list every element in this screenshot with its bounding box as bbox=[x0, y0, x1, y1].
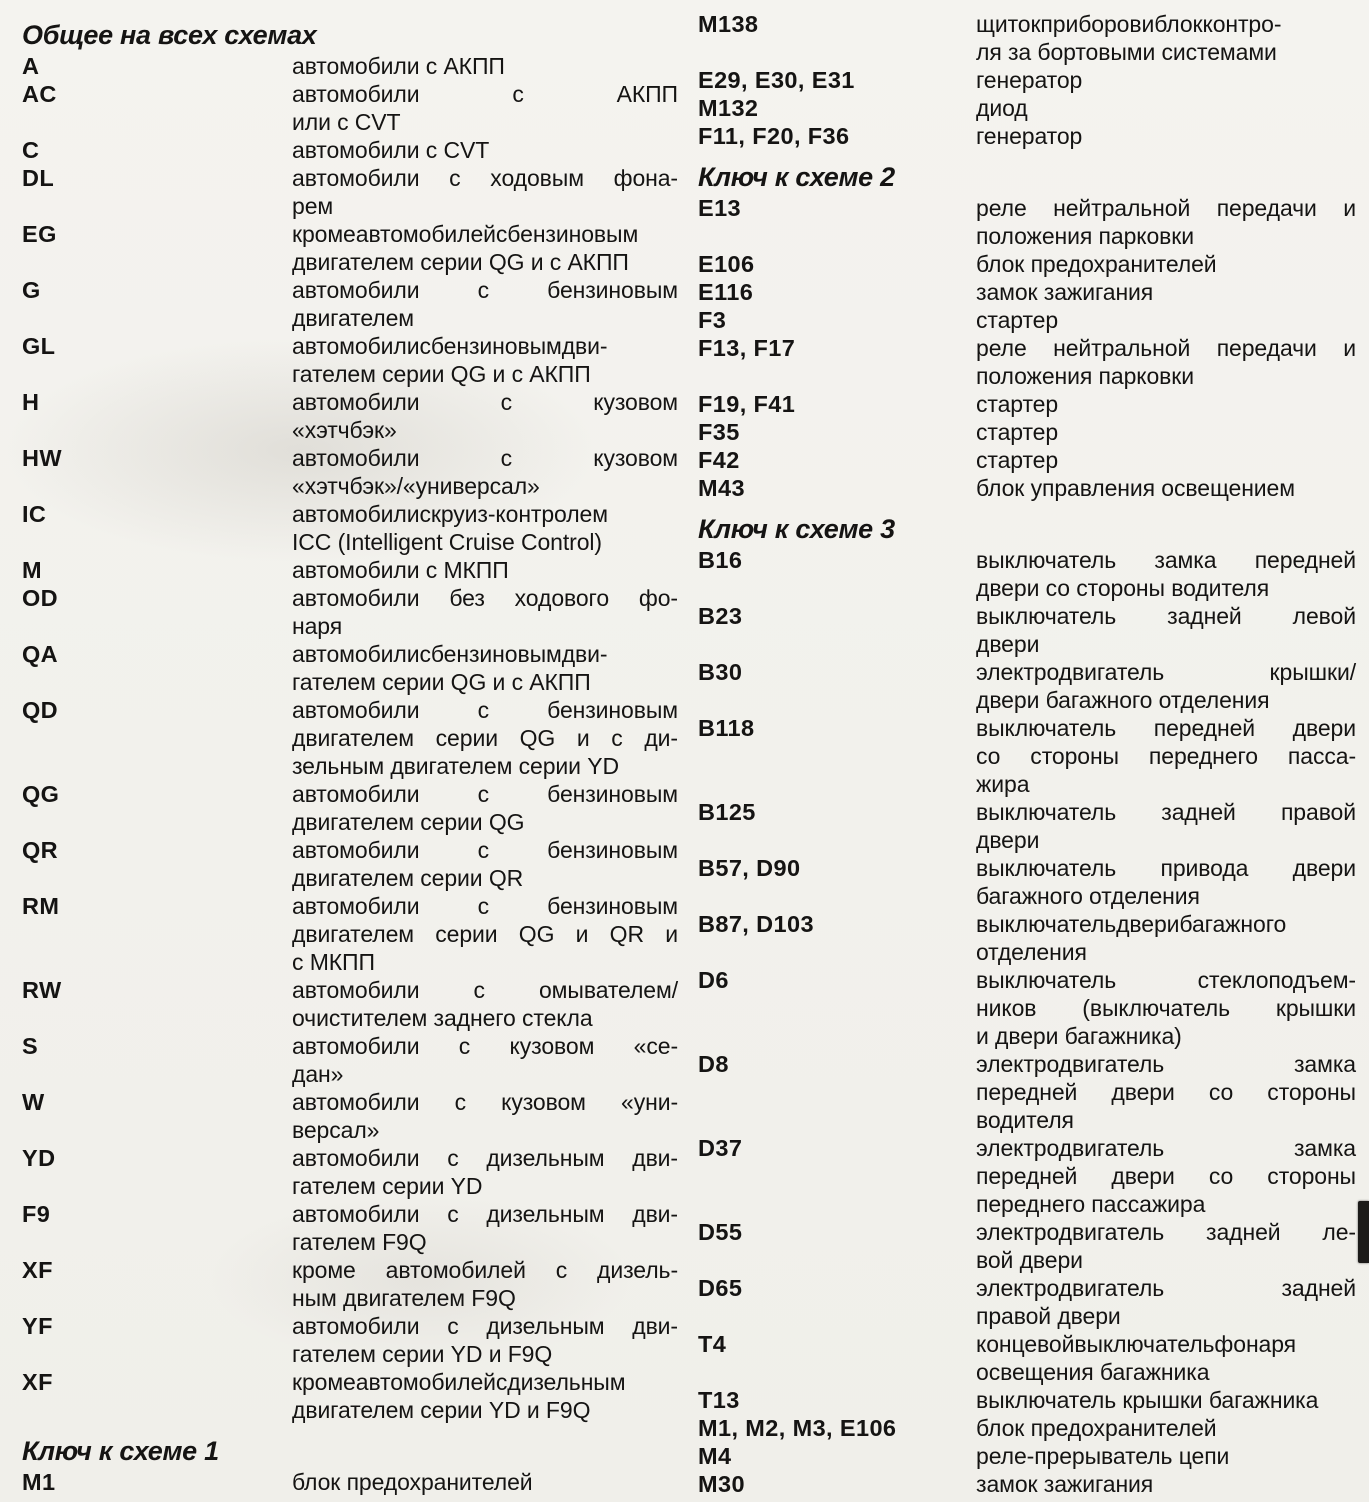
entry-description bbox=[292, 836, 678, 892]
legend-entry bbox=[22, 892, 678, 976]
description-line: двери bbox=[976, 631, 1040, 657]
description-line: положения парковки bbox=[976, 363, 1195, 389]
description-line: реле нейтральной передачи и bbox=[976, 195, 1356, 221]
description-line: двери со стороны водителя bbox=[976, 575, 1270, 601]
entry-description bbox=[976, 194, 1356, 250]
legend-entry bbox=[698, 66, 1356, 94]
entry-code: YF bbox=[22, 1313, 53, 1339]
entry-description bbox=[976, 1330, 1356, 1386]
description-line: выключатель крышки багажника bbox=[976, 1387, 1319, 1413]
description-line: двери bbox=[976, 827, 1040, 853]
entry-code: G bbox=[22, 277, 41, 303]
description-line: реле нейтральной передачи и bbox=[976, 335, 1356, 361]
section-heading: Ключ к схеме 2 bbox=[698, 162, 895, 192]
entry-code: YD bbox=[22, 1145, 56, 1171]
description-line: двигателем серии QR bbox=[292, 865, 524, 891]
legend-entry bbox=[22, 52, 678, 80]
description-line: положения парковки bbox=[976, 223, 1195, 249]
entry-description bbox=[976, 1134, 1356, 1218]
entry-description bbox=[292, 1088, 678, 1144]
entry-code: QG bbox=[22, 781, 60, 807]
legend-entry bbox=[22, 976, 678, 1032]
entry-description bbox=[292, 584, 678, 640]
entry-code: GL bbox=[22, 333, 56, 359]
legend-column-right bbox=[698, 0, 1356, 1498]
entry-code: F9 bbox=[22, 1201, 51, 1227]
entry-code: M132 bbox=[698, 95, 759, 121]
description-line: передней двери со стороны bbox=[976, 1163, 1356, 1189]
legend-entry bbox=[698, 1218, 1356, 1274]
entry-code: XF bbox=[22, 1369, 53, 1395]
entry-description bbox=[976, 798, 1356, 854]
entry-description bbox=[976, 546, 1356, 602]
description-line: двигателем серии YD и F9Q bbox=[292, 1397, 591, 1423]
description-line: автомобили с бензиновым bbox=[292, 697, 678, 723]
description-line: гателем серии QG и с АКПП bbox=[292, 361, 591, 387]
section-heading: Ключ к схеме 1 bbox=[22, 1436, 219, 1466]
description-line: автомобили с бензиновым bbox=[292, 893, 678, 919]
entry-code: M43 bbox=[698, 475, 745, 501]
description-line: стартер bbox=[976, 419, 1059, 445]
entry-code: M1 bbox=[22, 1469, 56, 1495]
description-line: выключатель задней правой bbox=[976, 799, 1356, 825]
description-line: водителя bbox=[976, 1107, 1074, 1133]
description-line: автомобили с АКПП bbox=[292, 53, 505, 79]
legend-entry bbox=[22, 1144, 678, 1200]
description-line: автомобили с МКПП bbox=[292, 557, 509, 583]
entry-description bbox=[976, 306, 1356, 334]
entry-code: W bbox=[22, 1089, 45, 1115]
description-line: автомобили с дизельным дви- bbox=[292, 1313, 678, 1339]
description-line: с МКПП bbox=[292, 949, 375, 975]
entry-description bbox=[976, 10, 1356, 66]
description-line: реле-прерыватель цепи bbox=[976, 1443, 1230, 1469]
entry-code: F13, F17 bbox=[698, 335, 796, 361]
legend-entry bbox=[698, 306, 1356, 334]
description-line: выключатель привода двери bbox=[976, 855, 1356, 881]
description-line: наря bbox=[292, 613, 343, 639]
entry-description bbox=[292, 1468, 678, 1496]
entry-description bbox=[976, 1386, 1356, 1414]
description-line: автомобили с бензиновым bbox=[292, 277, 678, 303]
description-line: двигателем серии QG и с ди- bbox=[292, 725, 678, 751]
legend-entry bbox=[698, 854, 1356, 910]
entry-code: M4 bbox=[698, 1443, 732, 1469]
entry-description bbox=[292, 388, 678, 444]
description-line: кромеавтомобилейсбензиновым bbox=[292, 221, 639, 247]
description-line: автомобили с кузовом bbox=[292, 445, 678, 471]
legend-entry bbox=[22, 136, 678, 164]
section-heading: Ключ к схеме 3 bbox=[698, 514, 895, 544]
description-line: автомобили с бензиновым bbox=[292, 837, 678, 863]
description-line: стартер bbox=[976, 447, 1059, 473]
entry-code: F35 bbox=[698, 419, 740, 445]
entry-code: B87, D103 bbox=[698, 911, 814, 937]
legend-entry bbox=[698, 546, 1356, 602]
description-line: выключатель стеклоподъем- bbox=[976, 967, 1356, 993]
legend-entry bbox=[698, 446, 1356, 474]
legend-entry bbox=[698, 1050, 1356, 1134]
entry-description bbox=[292, 332, 678, 388]
legend-entry bbox=[22, 80, 678, 136]
entry-description bbox=[976, 1470, 1356, 1498]
entry-code: M bbox=[22, 557, 42, 583]
legend-entry bbox=[698, 474, 1356, 502]
entry-description bbox=[976, 66, 1356, 94]
entry-description bbox=[976, 418, 1356, 446]
description-line: рем bbox=[292, 193, 334, 219]
entry-description bbox=[292, 444, 678, 500]
description-line: автомобили с омывателем/ bbox=[292, 977, 678, 1003]
description-line: отделения bbox=[976, 939, 1087, 965]
entry-description bbox=[976, 474, 1356, 502]
description-line: выключатель замка передней bbox=[976, 547, 1356, 573]
description-line: блок управления освещением bbox=[976, 475, 1295, 501]
entry-description bbox=[976, 1442, 1356, 1470]
legend-entry bbox=[698, 94, 1356, 122]
entry-description bbox=[976, 1050, 1356, 1134]
entry-code: C bbox=[22, 137, 40, 163]
description-line: автомобили с АКПП bbox=[292, 81, 678, 107]
description-line: «хэтчбэк» bbox=[292, 417, 397, 443]
entry-code: T13 bbox=[698, 1387, 740, 1413]
entry-description bbox=[976, 94, 1356, 122]
legend-entry bbox=[22, 388, 678, 444]
entry-description bbox=[976, 1218, 1356, 1274]
legend-entry bbox=[698, 658, 1356, 714]
description-line: щитокприборовиблокконтро- bbox=[976, 11, 1282, 37]
entry-code: B118 bbox=[698, 715, 755, 741]
entry-description bbox=[976, 910, 1356, 966]
entry-description bbox=[292, 976, 678, 1032]
legend-entry bbox=[22, 584, 678, 640]
description-line: багажного отделения bbox=[976, 883, 1200, 909]
legend-entry bbox=[22, 1368, 678, 1424]
entry-description bbox=[292, 640, 678, 696]
legend-entry bbox=[22, 1200, 678, 1256]
description-line: блок предохранителей bbox=[292, 1469, 533, 1495]
description-line: автомобилискруиз-контролем bbox=[292, 501, 608, 527]
legend-entry bbox=[698, 1414, 1356, 1442]
description-line: очистителем заднего стекла bbox=[292, 1005, 593, 1031]
entry-code: QA bbox=[22, 641, 59, 667]
legend-entry bbox=[22, 276, 678, 332]
legend-entry bbox=[698, 250, 1356, 278]
description-line: выключатель задней левой bbox=[976, 603, 1356, 629]
description-line: электродвигатель замка bbox=[976, 1051, 1356, 1077]
entry-description bbox=[292, 80, 678, 136]
description-line: электродвигатель крышки/ bbox=[976, 659, 1356, 685]
entry-description bbox=[292, 500, 678, 556]
entry-code: B125 bbox=[698, 799, 756, 825]
description-line: стартер bbox=[976, 307, 1059, 333]
description-line: автомобили с кузовом «се- bbox=[292, 1033, 678, 1059]
description-line: выключатель передней двери bbox=[976, 715, 1356, 741]
entry-code: XF bbox=[22, 1257, 53, 1283]
description-line: гателем серии YD bbox=[292, 1173, 483, 1199]
entry-description bbox=[976, 602, 1356, 658]
description-line: автомобили с CVT bbox=[292, 137, 490, 163]
legend-entry bbox=[698, 278, 1356, 306]
description-line: стартер bbox=[976, 391, 1059, 417]
legend-entry bbox=[698, 1470, 1356, 1498]
entry-code: E13 bbox=[698, 195, 742, 221]
description-line: дан» bbox=[292, 1061, 344, 1087]
legend-entry bbox=[698, 334, 1356, 390]
description-line: электродвигатель замка bbox=[976, 1135, 1356, 1161]
entry-description bbox=[976, 278, 1356, 306]
legend-entry bbox=[22, 164, 678, 220]
legend-entry bbox=[22, 332, 678, 388]
entry-code: A bbox=[22, 53, 40, 79]
entry-code: EG bbox=[22, 221, 57, 247]
entry-description bbox=[292, 1200, 678, 1256]
description-line: переднего пассажира bbox=[976, 1191, 1206, 1217]
entry-code: M1, M2, M3, E106 bbox=[698, 1415, 897, 1441]
description-line: кромеавтомобилейсдизельным bbox=[292, 1369, 626, 1395]
description-line: версал» bbox=[292, 1117, 380, 1143]
entry-description bbox=[292, 220, 678, 276]
entry-code: T4 bbox=[698, 1331, 727, 1357]
entry-code: QD bbox=[22, 697, 59, 723]
legend-entry bbox=[22, 1312, 678, 1368]
legend-entry bbox=[698, 1134, 1356, 1218]
entry-code: HW bbox=[22, 445, 62, 471]
legend-entry bbox=[22, 1032, 678, 1088]
legend-entry bbox=[698, 418, 1356, 446]
entry-description bbox=[976, 854, 1356, 910]
legend-entry bbox=[698, 10, 1356, 66]
entry-description bbox=[976, 658, 1356, 714]
legend-entry bbox=[698, 1442, 1356, 1470]
legend-entry bbox=[22, 1256, 678, 1312]
entry-description bbox=[976, 250, 1356, 278]
entry-description bbox=[976, 966, 1356, 1050]
entry-code: M30 bbox=[698, 1471, 745, 1497]
entry-code: D37 bbox=[698, 1135, 743, 1161]
description-line: гателем серии YD и F9Q bbox=[292, 1341, 553, 1367]
description-line: автомобили с кузовом bbox=[292, 389, 678, 415]
description-line: диод bbox=[976, 95, 1028, 121]
entry-description bbox=[976, 446, 1356, 474]
entry-code: D6 bbox=[698, 967, 729, 993]
entry-description bbox=[292, 1368, 678, 1424]
description-line: блок предохранителей bbox=[976, 251, 1217, 277]
entry-description bbox=[976, 714, 1356, 798]
section-heading: Общее на всех схемах bbox=[22, 20, 317, 50]
legend-entry bbox=[22, 1088, 678, 1144]
entry-description bbox=[976, 1414, 1356, 1442]
legend-entry bbox=[22, 640, 678, 696]
entry-code: H bbox=[22, 389, 40, 415]
description-line: концевойвыключательфонаря bbox=[976, 1331, 1297, 1357]
entry-code: E116 bbox=[698, 279, 754, 305]
description-line: или с CVT bbox=[292, 109, 401, 135]
description-line: двигателем bbox=[292, 305, 414, 331]
legend-entry bbox=[698, 714, 1356, 798]
entry-description bbox=[292, 1312, 678, 1368]
description-line: правой двери bbox=[976, 1303, 1121, 1329]
entry-description bbox=[292, 276, 678, 332]
entry-code: F42 bbox=[698, 447, 740, 473]
entry-code: F19, F41 bbox=[698, 391, 796, 417]
entry-code: IC bbox=[22, 501, 47, 527]
legend-entry bbox=[22, 220, 678, 276]
entry-description bbox=[292, 1144, 678, 1200]
entry-description bbox=[292, 52, 678, 80]
description-line: вой двери bbox=[976, 1247, 1083, 1273]
entry-code: E29, E30, E31 bbox=[698, 67, 855, 93]
entry-description bbox=[292, 1032, 678, 1088]
legend-entry bbox=[22, 836, 678, 892]
legend-entry bbox=[698, 602, 1356, 658]
description-line: двигателем серии QG и с АКПП bbox=[292, 249, 629, 275]
entry-code: E106 bbox=[698, 251, 755, 277]
entry-description bbox=[292, 696, 678, 780]
entry-description bbox=[976, 334, 1356, 390]
description-line: замок зажигания bbox=[976, 279, 1154, 305]
description-line: жира bbox=[976, 771, 1030, 797]
entry-code: D8 bbox=[698, 1051, 729, 1077]
description-line: и двери багажника) bbox=[976, 1023, 1182, 1049]
description-line: автомобили с ходовым фона- bbox=[292, 165, 678, 191]
legend-entry bbox=[698, 194, 1356, 250]
entry-code: RW bbox=[22, 977, 62, 1003]
entry-description bbox=[976, 122, 1356, 150]
legend-entry bbox=[698, 798, 1356, 854]
description-line: «хэтчбэк»/«универсал» bbox=[292, 473, 540, 499]
description-line: передней двери со стороны bbox=[976, 1079, 1356, 1105]
description-line: автомобили с дизельным дви- bbox=[292, 1201, 678, 1227]
description-line: автомобили с бензиновым bbox=[292, 781, 678, 807]
legend-column-left bbox=[22, 0, 678, 1496]
entry-code: OD bbox=[22, 585, 59, 611]
page-edge-mark bbox=[1358, 1201, 1369, 1263]
legend-entry bbox=[698, 910, 1356, 966]
entry-code: D65 bbox=[698, 1275, 743, 1301]
description-line: ля за бортовыми системами bbox=[976, 39, 1277, 65]
entry-code: M138 bbox=[698, 11, 759, 37]
description-line: ICC (Intelligent Cruise Control) bbox=[292, 529, 602, 555]
description-line: со стороны переднего пасса- bbox=[976, 743, 1356, 769]
entry-description bbox=[292, 892, 678, 976]
description-line: автомобилисбензиновымдви- bbox=[292, 641, 608, 667]
description-line: генератор bbox=[976, 123, 1083, 149]
legend-entry bbox=[22, 556, 678, 584]
entry-code: B57, D90 bbox=[698, 855, 801, 881]
legend-entry bbox=[698, 122, 1356, 150]
legend-entry bbox=[22, 696, 678, 780]
entry-code: QR bbox=[22, 837, 59, 863]
entry-code: AC bbox=[22, 81, 57, 107]
entry-code: DL bbox=[22, 165, 55, 191]
description-line: автомобили с дизельным дви- bbox=[292, 1145, 678, 1171]
entry-code: D55 bbox=[698, 1219, 743, 1245]
description-line: ным двигателем F9Q bbox=[292, 1285, 516, 1311]
description-line: зельным двигателем серии YD bbox=[292, 753, 619, 779]
description-line: автомобили без ходового фо- bbox=[292, 585, 678, 611]
description-line: двери багажного отделения bbox=[976, 687, 1270, 713]
entry-description bbox=[292, 556, 678, 584]
legend-entry bbox=[22, 1468, 678, 1496]
description-line: кроме автомобилей с дизель- bbox=[292, 1257, 678, 1283]
entry-code: B16 bbox=[698, 547, 743, 573]
legend-entry bbox=[698, 1274, 1356, 1330]
description-line: электродвигатель задней ле- bbox=[976, 1219, 1356, 1245]
description-line: автомобилисбензиновымдви- bbox=[292, 333, 608, 359]
entry-code: S bbox=[22, 1033, 39, 1059]
description-line: ников (выключатель крышки bbox=[976, 995, 1356, 1021]
entry-code: RM bbox=[22, 893, 60, 919]
legend-entry bbox=[698, 1386, 1356, 1414]
description-line: электродвигатель задней bbox=[976, 1275, 1356, 1301]
entry-code: B30 bbox=[698, 659, 743, 685]
description-line: гателем серии QG и с АКПП bbox=[292, 669, 591, 695]
entry-description bbox=[976, 1274, 1356, 1330]
entry-description bbox=[292, 780, 678, 836]
description-line: блок предохранителей bbox=[976, 1415, 1217, 1441]
legend-entry bbox=[22, 444, 678, 500]
legend-entry bbox=[698, 966, 1356, 1050]
entry-description bbox=[292, 136, 678, 164]
entry-description bbox=[976, 390, 1356, 418]
description-line: автомобили с кузовом «уни- bbox=[292, 1089, 678, 1115]
description-line: двигателем серии QG bbox=[292, 809, 525, 835]
description-line: освещения багажника bbox=[976, 1359, 1210, 1385]
description-line: гателем F9Q bbox=[292, 1229, 427, 1255]
description-line: генератор bbox=[976, 67, 1083, 93]
legend-entry bbox=[698, 390, 1356, 418]
legend-entry bbox=[698, 1330, 1356, 1386]
entry-description bbox=[292, 1256, 678, 1312]
legend-entry bbox=[22, 780, 678, 836]
entry-code: F3 bbox=[698, 307, 727, 333]
description-line: двигателем серии QG и QR и bbox=[292, 921, 678, 947]
description-line: замок зажигания bbox=[976, 1471, 1154, 1497]
entry-description bbox=[292, 164, 678, 220]
entry-code: F11, F20, F36 bbox=[698, 123, 850, 149]
entry-code: B23 bbox=[698, 603, 743, 629]
description-line: выключательдверибагажного bbox=[976, 911, 1287, 937]
legend-entry bbox=[22, 500, 678, 556]
